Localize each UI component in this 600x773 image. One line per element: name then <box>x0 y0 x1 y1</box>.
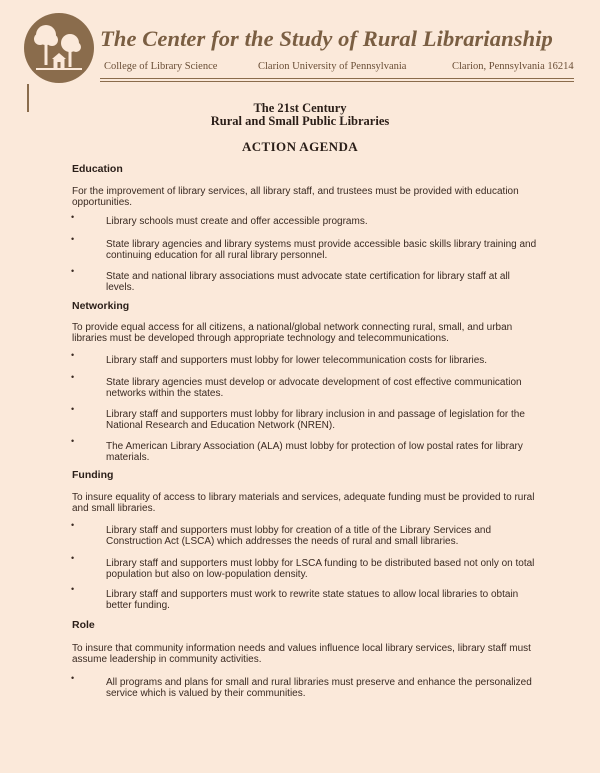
bullet-marker: • <box>71 673 75 683</box>
section-intro-funding: To insure equality of access to library materials and services, adequate funding must be provided to rural and small libraries. <box>72 492 535 514</box>
bullet-marker: • <box>71 266 75 276</box>
list-item: Library staff and supporters must work to rewrite state statues to allow local libraries to obtain better funding. <box>106 589 519 611</box>
list-item: The American Library Association (ALA) must lobby for protection of low postal rates for library materials. <box>106 441 523 463</box>
college-name: College of Library Science <box>104 61 218 72</box>
section-intro-networking: To provide equal access for all citizens, a national/global network connecting rural, small, and urban libraries must be developed through appropriate technology and telecommunications. <box>72 322 513 344</box>
document-title-line-1: The 21st Century <box>253 101 347 115</box>
bullet-marker: • <box>71 212 75 222</box>
document-title-line-2: Rural and Small Public Libraries <box>210 114 390 128</box>
bullet-marker: • <box>71 350 75 360</box>
bullet-marker: • <box>71 436 75 446</box>
section-heading-networking: Networking <box>72 300 130 312</box>
header-rule-thin <box>100 81 574 82</box>
list-item: State library agencies must develop or advocate development of cost effective communication networks within the states. <box>106 377 522 399</box>
university-name: Clarion University of Pennsylvania <box>258 61 407 72</box>
list-item: Library staff and supporters must lobby for creation of a title of the Library Services and Construction Act (LSCA) which addresses the needs of rural and small libraries. <box>106 525 492 547</box>
bullet-marker: • <box>71 372 75 382</box>
list-item: Library schools must create and offer accessible programs. <box>106 216 368 227</box>
header-rule <box>100 78 574 79</box>
list-item: Library staff and supporters must lobby for lower telecommunication costs for libraries. <box>106 355 488 366</box>
center-name: The Center for the Study of Rural Librarianship <box>100 26 553 51</box>
bullet-marker: • <box>71 520 75 530</box>
bullet-marker: • <box>71 553 75 563</box>
list-item: State library agencies and library systems must provide accessible basic skills library training and continuing education for all rural library personnel. <box>106 239 537 261</box>
list-item: All programs and plans for small and rural libraries must preserve and enhance the personalized service which is valued by their communities. <box>106 677 532 699</box>
list-item: State and national library associations must advocate state certification for library staff at all levels. <box>106 271 510 293</box>
bullet-marker: • <box>71 234 75 244</box>
section-heading-funding: Funding <box>72 469 114 481</box>
section-heading-role: Role <box>72 619 95 631</box>
location-address: Clarion, Pennsylvania 16214 <box>452 61 574 72</box>
section-intro-role: To insure that community information needs and values influence local library services, library staff must assume leadership in community activities. <box>72 643 531 665</box>
trees-and-schoolhouse-seal-icon <box>24 13 94 83</box>
bullet-marker: • <box>71 584 75 594</box>
list-item: Library staff and supporters must lobby for library inclusion in and passage of legislation for the National Research and Education Network (NREN). <box>106 409 525 431</box>
bullet-marker: • <box>71 404 75 414</box>
section-intro-education: For the improvement of library services, all library staff, and trustees must be provided with education opportunities. <box>72 186 519 208</box>
list-item: Library staff and supporters must lobby for LSCA funding to be distributed based not only on total population but also on low-population density. <box>106 558 535 580</box>
action-agenda-title: ACTION AGENDA <box>241 139 359 154</box>
section-heading-education: Education <box>72 163 123 175</box>
